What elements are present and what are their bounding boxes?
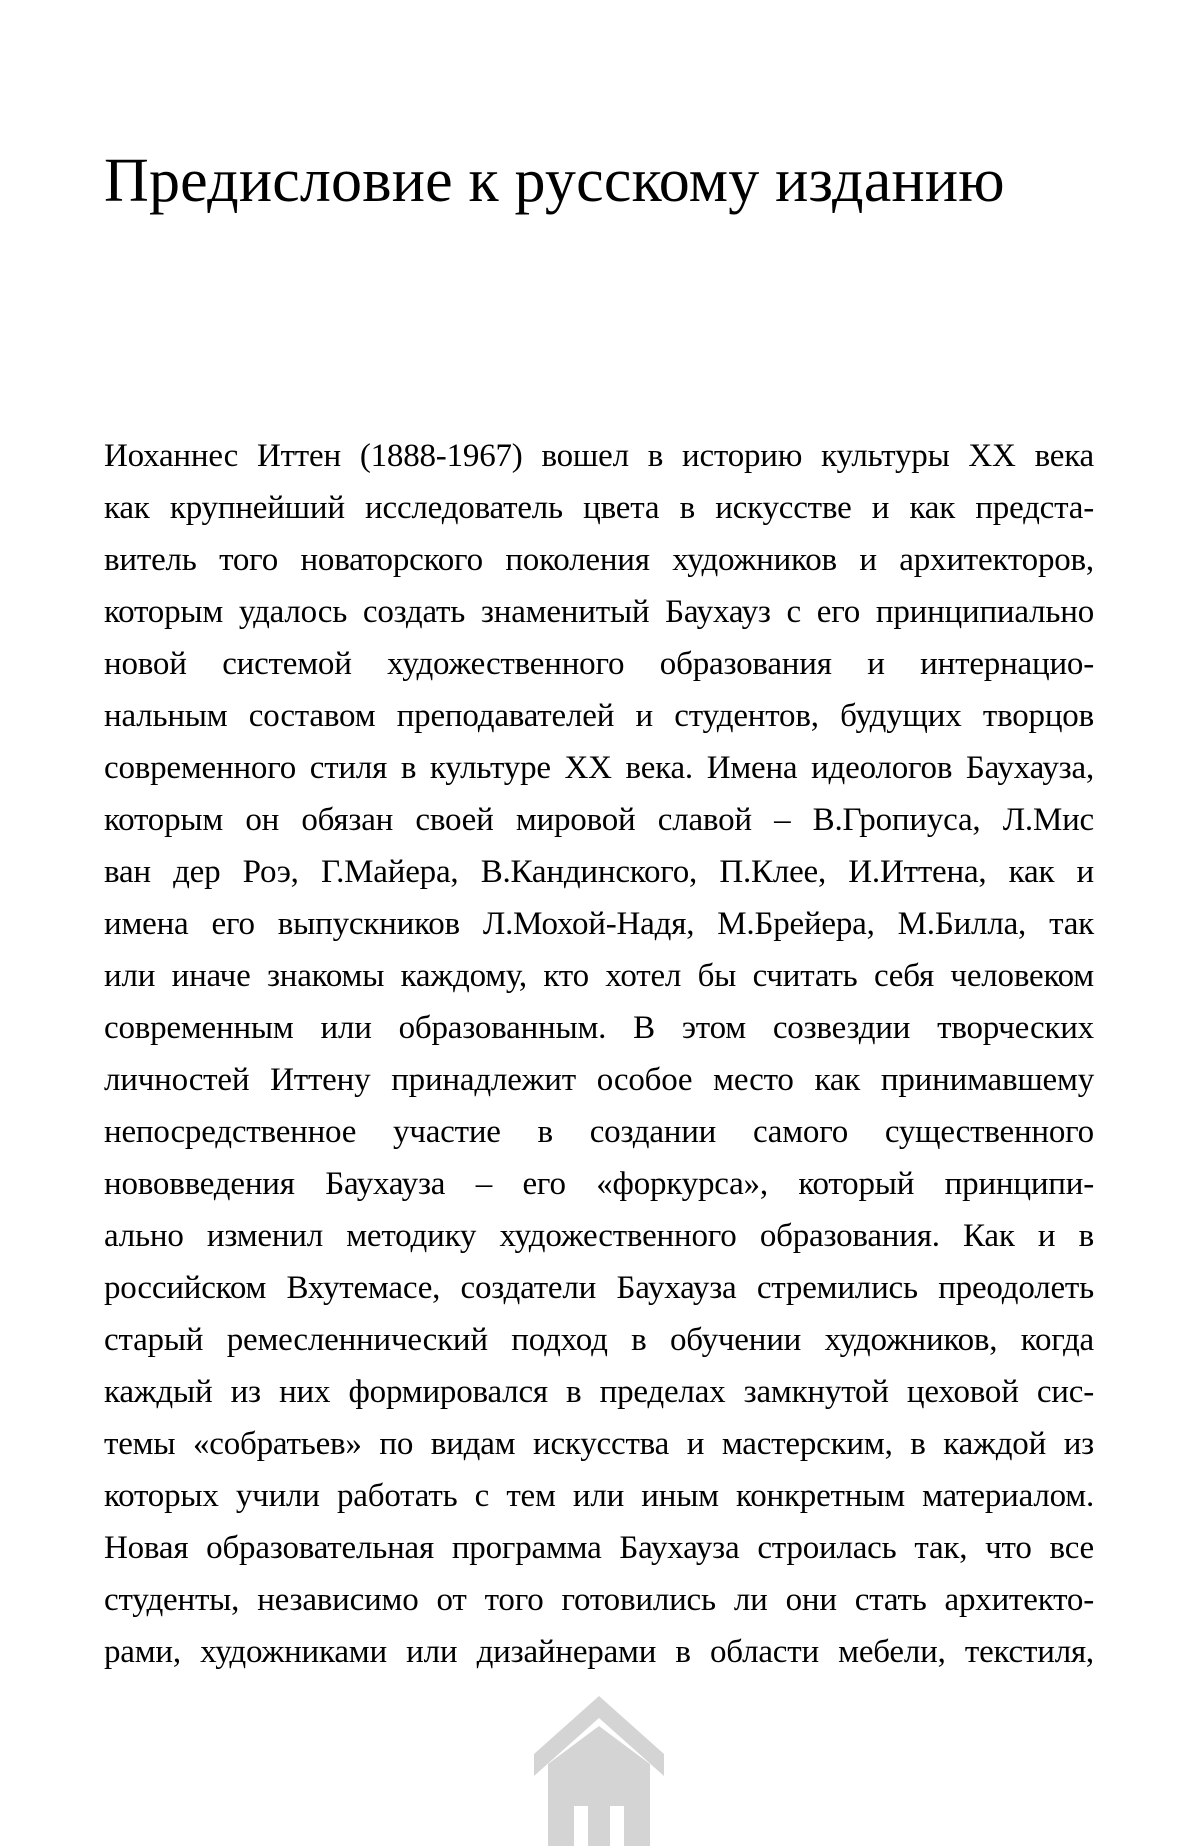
text-line: как крупнейший исследователь цвета в искусстве и как предста- [104,490,1094,526]
text-line: российском Вхутемасе, создатели Баухауза стремились преодолеть [104,1270,1094,1306]
text-line: витель того новаторского поколения художников и архитекторов, [104,542,1094,578]
text-line: Иоханнес Иттен (1888-1967) вошел в историю культуры XX века [104,438,1094,474]
text-line: ван дер Роэ, Г.Майера, В.Кандинского, П.Клее, И.Иттена, как и [104,854,1094,890]
text-line: личностей Иттену принадлежит особое место как принимавшему [104,1062,1094,1098]
text-line: Новая образовательная программа Баухауза строилась так, что все [104,1530,1094,1566]
text-line: каждый из них формировался в пределах замкнутой цеховой сис- [104,1374,1094,1410]
text-line: нововведения Баухауза – его «форкурса», который принципи- [104,1166,1094,1202]
text-line: имена его выпускников Л.Мохой-Надя, М.Брейера, М.Билла, так [104,906,1094,942]
house-logo-icon [534,1696,664,1846]
body-text [104,430,1094,1678]
text-line: которых учили работать с тем или иным конкретным материалом. [104,1478,1094,1514]
text-line: темы «собратьев» по видам искусства и мастерским, в каждой из [104,1426,1094,1462]
text-line: непосредственное участие в создании самого существенного [104,1114,1094,1150]
text-line: ально изменил методику художественного образования. Как и в [104,1218,1094,1254]
text-line: старый ремесленнический подход в обучении художников, когда [104,1322,1094,1358]
text-line: которым он обязан своей мировой славой – В.Гропиуса, Л.Мис [104,802,1094,838]
text-line: новой системой художественного образования и интернацио- [104,646,1094,682]
text-line: которым удалось создать знаменитый Баухауз с его принципиально [104,594,1094,630]
page-title: Предисловие к русскому изданию [104,147,1005,215]
text-line: современным или образованным. В этом созвездии творческих [104,1010,1094,1046]
text-line: или иначе знакомы каждому, кто хотел бы считать себя человеком [104,958,1094,994]
text-line: современного стиля в культуре XX века. Имена идеологов Баухауза, [104,750,1094,786]
text-line: рами, художниками или дизайнерами в области мебели, текстиля, [104,1634,1094,1670]
text-line: студенты, независимо от того готовились ли они стать архитекто- [104,1582,1094,1618]
text-line: нальным составом преподавателей и студентов, будущих творцов [104,698,1094,734]
